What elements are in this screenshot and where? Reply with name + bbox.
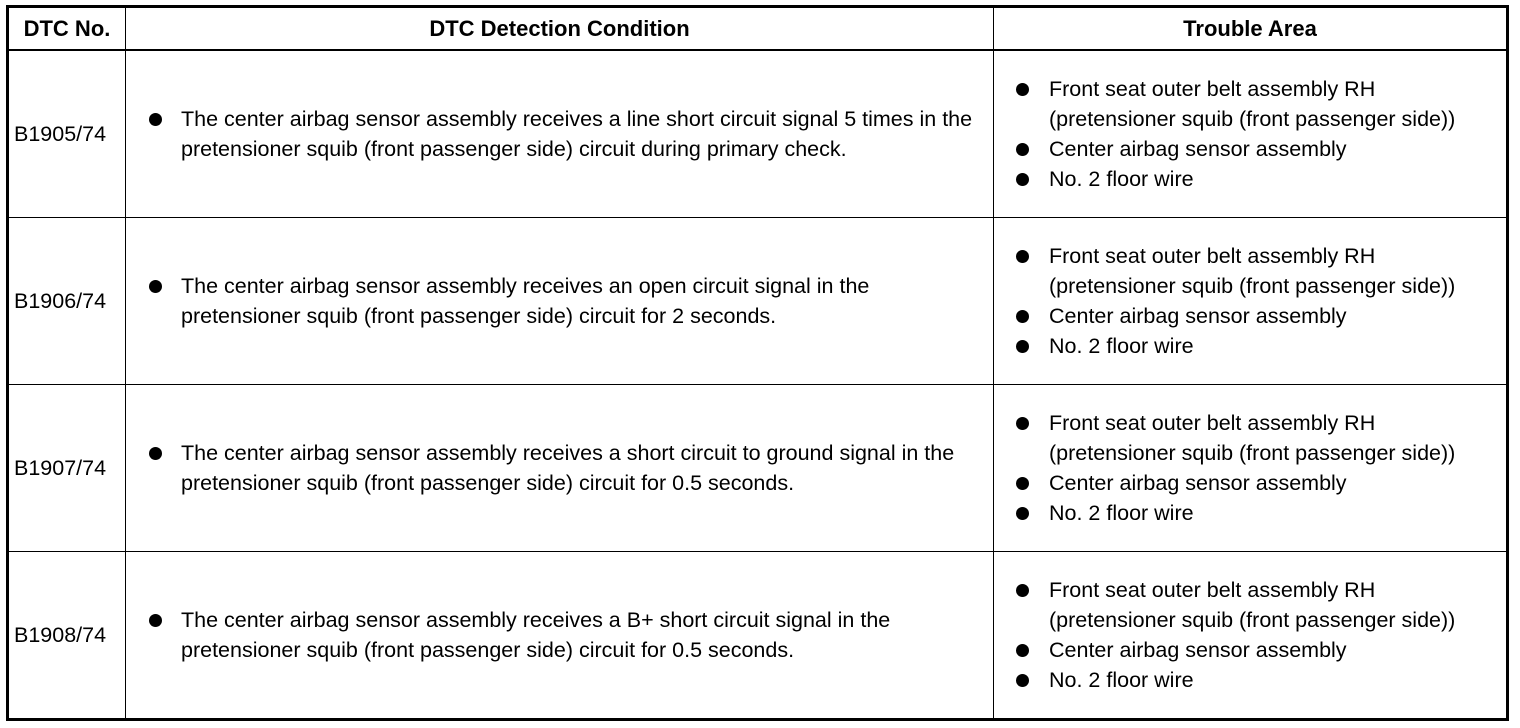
bullet-icon [149, 447, 162, 460]
table-row [8, 385, 1508, 552]
trouble-area-cell [994, 552, 1508, 720]
trouble-area-text: No. 2 floor wire [1049, 501, 1194, 525]
trouble-area-item [994, 164, 1506, 194]
bullet-icon [1016, 250, 1029, 263]
trouble-area-item [994, 301, 1506, 331]
dtc-code: B1907/74 [8, 385, 126, 552]
trouble-area-item [994, 241, 1506, 301]
trouble-area-text: Front seat outer belt assembly RH (pretensioner squib (front passenger side)) [1049, 77, 1456, 131]
condition-text: The center airbag sensor assembly receives a B+ short circuit signal in the pretensioner squib (front passenger side) circuit for 0.5 seconds. [181, 608, 891, 662]
dtc-code: B1906/74 [8, 218, 126, 385]
bullet-icon [1016, 173, 1029, 186]
dtc-code: B1908/74 [8, 552, 126, 720]
detection-condition-cell [126, 50, 994, 218]
detection-condition-cell [126, 552, 994, 720]
bullet-icon [1016, 477, 1029, 490]
header-dtc-no: DTC No. [8, 7, 126, 51]
trouble-area-cell [994, 385, 1508, 552]
condition-item [126, 104, 993, 164]
bullet-icon [1016, 143, 1029, 156]
trouble-area-text: Front seat outer belt assembly RH (pretensioner squib (front passenger side)) [1049, 578, 1456, 632]
trouble-area-item [994, 665, 1506, 695]
condition-item [126, 438, 993, 498]
trouble-area-cell [994, 50, 1508, 218]
detection-condition-cell [126, 385, 994, 552]
bullet-icon [1016, 83, 1029, 96]
trouble-area-text: Front seat outer belt assembly RH (pretensioner squib (front passenger side)) [1049, 411, 1456, 465]
trouble-area-item [994, 575, 1506, 635]
trouble-area-item [994, 331, 1506, 361]
table-row [8, 50, 1508, 218]
trouble-area-text: Center airbag sensor assembly [1049, 304, 1347, 328]
trouble-area-cell [994, 218, 1508, 385]
table-header-row [8, 7, 1508, 51]
dtc-table [6, 5, 1509, 721]
table-row [8, 552, 1508, 720]
trouble-area-text: Center airbag sensor assembly [1049, 638, 1347, 662]
bullet-icon [149, 614, 162, 627]
trouble-area-item [994, 498, 1506, 528]
trouble-area-text: Center airbag sensor assembly [1049, 137, 1347, 161]
trouble-area-text: Center airbag sensor assembly [1049, 471, 1347, 495]
trouble-area-text: Front seat outer belt assembly RH (pretensioner squib (front passenger side)) [1049, 244, 1456, 298]
bullet-icon [1016, 584, 1029, 597]
bullet-icon [1016, 310, 1029, 323]
trouble-area-text: No. 2 floor wire [1049, 167, 1194, 191]
header-detection-condition: DTC Detection Condition [126, 7, 994, 51]
trouble-area-text: No. 2 floor wire [1049, 668, 1194, 692]
bullet-icon [1016, 644, 1029, 657]
header-trouble-area: Trouble Area [994, 7, 1508, 51]
condition-text: The center airbag sensor assembly receives an open circuit signal in the pretensioner squib (front passenger side) circuit for 2 seconds. [181, 274, 870, 328]
table-row [8, 218, 1508, 385]
trouble-area-item [994, 468, 1506, 498]
bullet-icon [1016, 417, 1029, 430]
bullet-icon [149, 280, 162, 293]
bullet-icon [1016, 674, 1029, 687]
bullet-icon [149, 113, 162, 126]
bullet-icon [1016, 507, 1029, 520]
trouble-area-item [994, 134, 1506, 164]
trouble-area-text: No. 2 floor wire [1049, 334, 1194, 358]
trouble-area-item [994, 408, 1506, 468]
condition-item [126, 271, 993, 331]
bullet-icon [1016, 340, 1029, 353]
trouble-area-item [994, 74, 1506, 134]
detection-condition-cell [126, 218, 994, 385]
trouble-area-item [994, 635, 1506, 665]
dtc-code: B1905/74 [8, 50, 126, 218]
condition-item [126, 605, 993, 665]
condition-text: The center airbag sensor assembly receives a line short circuit signal 5 times in the pretensioner squib (front passenger side) circuit during primary check. [181, 107, 973, 161]
condition-text: The center airbag sensor assembly receives a short circuit to ground signal in the pretensioner squib (front passenger side) circuit for 0.5 seconds. [181, 441, 955, 495]
